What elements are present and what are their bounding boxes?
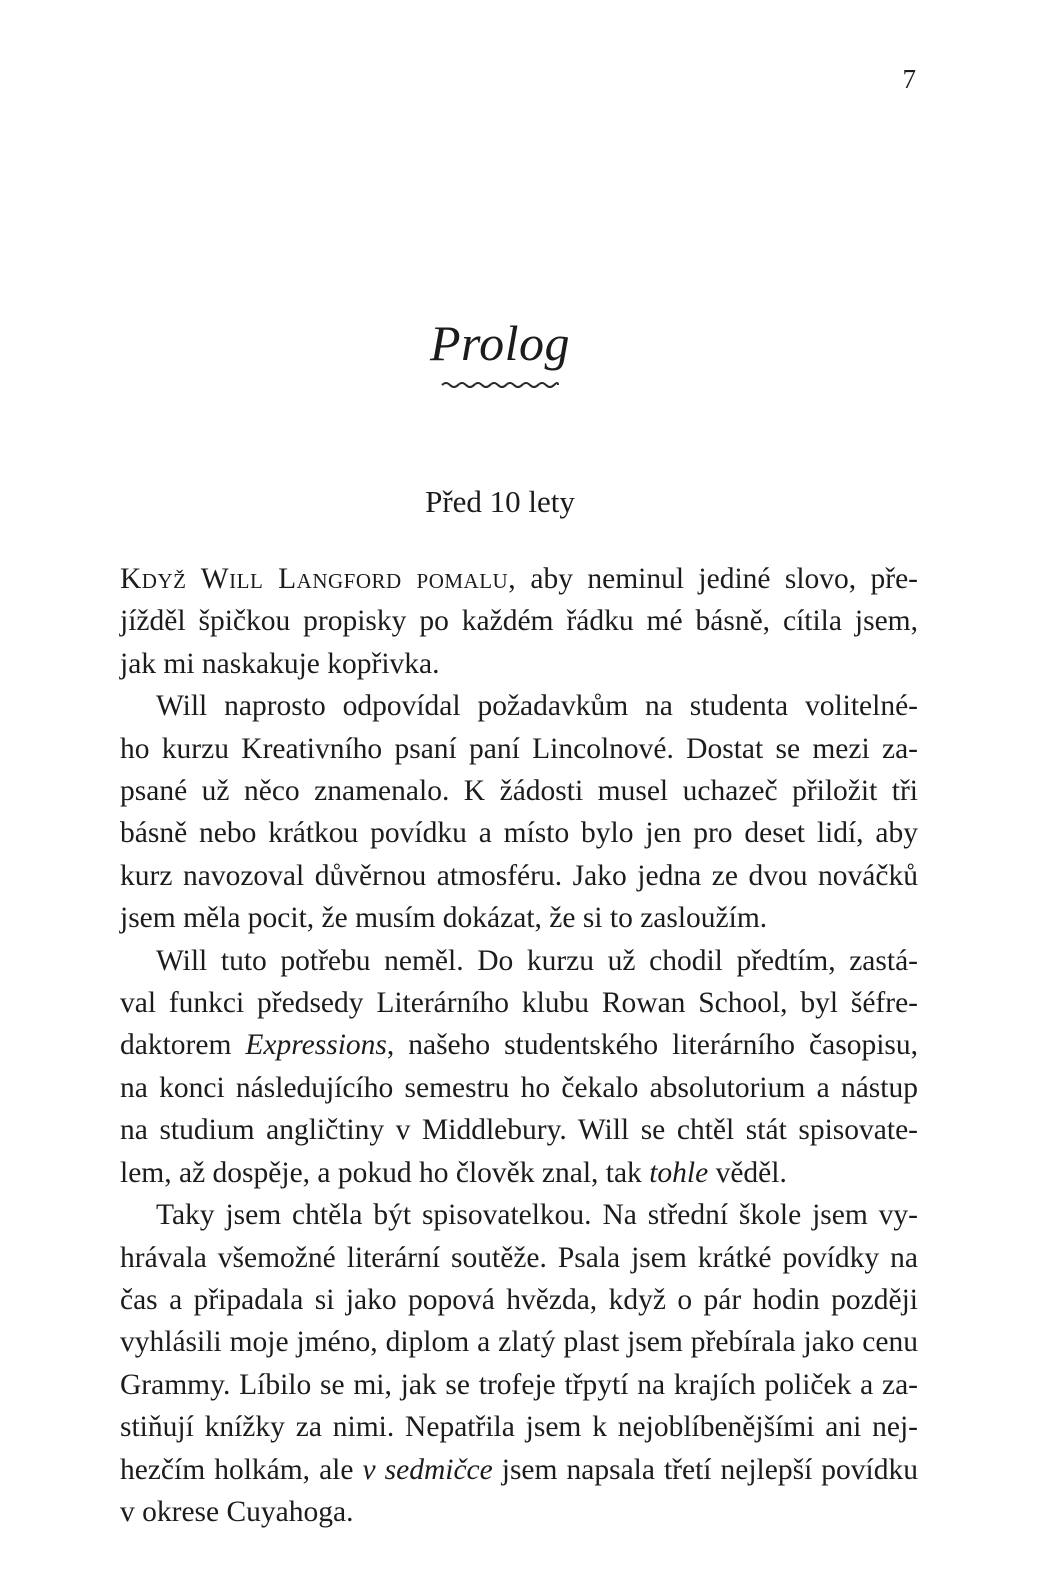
text-line: Grammy. Líbilo se mi, jak se trofeje třpytí na krajích poliček a za- — [120, 1368, 918, 1401]
paragraph-4 — [120, 1194, 918, 1533]
text-line: ho kurzu Kreativního psaní paní Lincolnové. Dostat se mezi za- — [120, 732, 918, 765]
text-line: Will tuto potřebu neměl. Do kurzu už chodil předtím, zastá- — [156, 944, 918, 977]
paragraph-2 — [120, 685, 918, 939]
body-text — [120, 558, 918, 1533]
ornament-divider-icon — [440, 380, 560, 390]
text-line: Will naprosto odpovídal požadavkům na studenta volitelné- — [156, 690, 918, 723]
text-line italic-line: lem, až dospěje, a pokud ho člověk znal, tak tohle věděl. — [120, 1156, 787, 1189]
text-line italic-line: daktorem Expressions, našeho studentského literárního časopisu, — [120, 1029, 918, 1062]
page-number: 7 — [902, 64, 916, 94]
italic-term: v sedmičce — [362, 1453, 493, 1486]
text-line: Když Will Langford pomalu, aby neminul jediné slovo, pře- — [120, 563, 918, 595]
lead-in: Když Will Langford pomalu, — [120, 563, 517, 595]
text-line: jak mi naskakuje kopřivka. — [120, 647, 440, 680]
text-line: stiňují knížky za nimi. Nepatřila jsem k nejoblíbenějšími ani nej- — [120, 1411, 918, 1444]
text-line italic-line: hezčím holkám, ale v sedmičce jsem napsala třetí nejlepší povídku — [120, 1453, 918, 1486]
text-line: jížděl špičkou propisky po každém řádku mé básně, cítila jsem, — [120, 605, 918, 638]
italic-term: Expressions — [245, 1029, 387, 1062]
text-line: na konci následujícího semestru ho čekalo absolutorium a nástup — [120, 1071, 918, 1104]
chapter-title: Prolog — [429, 315, 571, 371]
text-line: kurz navozoval důvěrnou atmosféru. Jako jedna ze dvou nováčků — [120, 859, 918, 892]
text-line: básně nebo krátkou povídku a místo bylo jen pro deset lidí, aby — [120, 817, 918, 850]
chapter-heading — [0, 315, 1000, 390]
text-line: v okrese Cuyahoga. — [120, 1495, 354, 1528]
paragraph-1 — [120, 558, 918, 685]
text-line: na studium angličtiny v Middlebury. Will se chtěl stát spisovate- — [120, 1114, 918, 1147]
section-title: Před 10 lety — [425, 484, 575, 519]
text-line: Taky jsem chtěla být spisovatelkou. Na střední škole jsem vy- — [156, 1199, 918, 1232]
italic-term: tohle — [649, 1156, 709, 1189]
text-line: čas a připadala si jako popová hvězda, když o pár hodin později — [120, 1283, 918, 1316]
text-line: vyhlásili moje jméno, diplom a zlatý plast jsem přebírala jako cenu — [120, 1326, 918, 1359]
paragraph-3 — [120, 940, 918, 1194]
text-line: psané už něco znamenalo. K žádosti musel uchazeč přiložit tři — [120, 775, 918, 808]
text-line: hrávala všemožné literární soutěže. Psala jsem krátké povídky na — [120, 1241, 918, 1274]
text-line: jsem měla pocit, že musím dokázat, že si to zasloužím. — [120, 902, 768, 935]
text-line: val funkci předsedy Literárního klubu Rowan School, byl šéfre- — [120, 987, 918, 1020]
